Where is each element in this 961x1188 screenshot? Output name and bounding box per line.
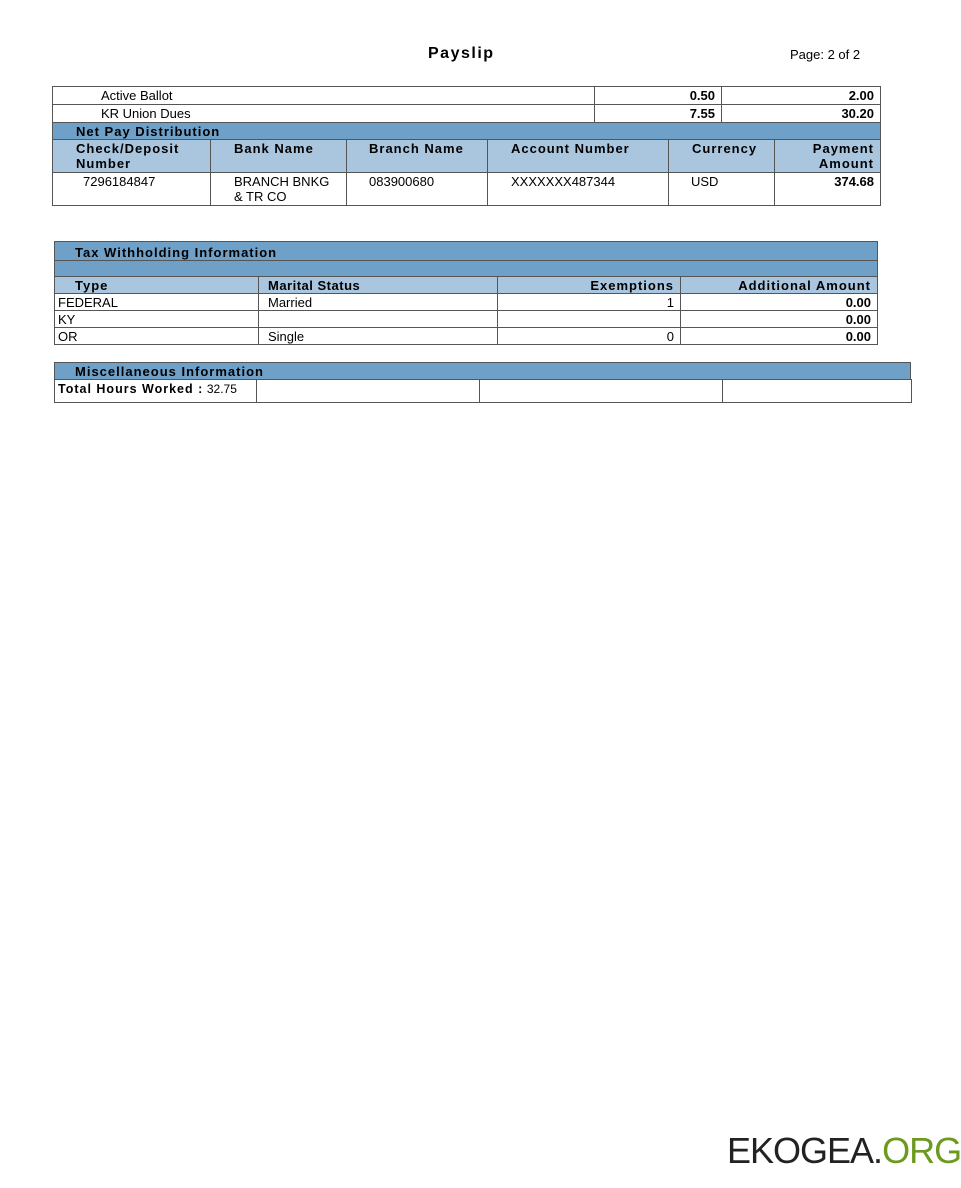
tax-cell: Married [258, 293, 498, 311]
misc-cell [479, 379, 723, 403]
misc-cell [256, 379, 480, 403]
col-additional-amount: Additional Amount [680, 276, 878, 294]
misc-cell [722, 379, 912, 403]
col-check-number: Check/Deposit Number [52, 139, 211, 173]
col-currency: Currency [668, 139, 775, 173]
tax-cell: 0.00 [680, 327, 878, 345]
deduction-name: KR Union Dues [52, 104, 595, 123]
net-pay-header: Net Pay Distribution [52, 122, 881, 140]
page-number: Page: 2 of 2 [790, 47, 861, 62]
tax-cell: 1 [497, 293, 681, 311]
col-branch-name: Branch Name [346, 139, 488, 173]
tax-cell: 0 [497, 327, 681, 345]
tax-cell: Single [258, 327, 498, 345]
col-bank-name: Bank Name [210, 139, 347, 173]
col-type: Type [54, 276, 259, 294]
page-title: Payslip [428, 45, 495, 62]
tax-cell: 0.00 [680, 310, 878, 328]
deduction-current: 7.55 [594, 104, 722, 123]
tax-header: Tax Withholding Information [54, 241, 878, 261]
total-hours-label: Total Hours Worked : [58, 382, 204, 396]
tax-cell: FEDERAL [54, 293, 259, 311]
check-number: 7296184847 [52, 172, 211, 206]
total-hours-value: 32.75 [206, 382, 237, 396]
col-account-number: Account Number [487, 139, 669, 173]
tax-blank-row [54, 260, 878, 277]
payment-amount: 374.68 [774, 172, 881, 206]
watermark-logo [727, 1130, 961, 1172]
watermark-text: EKOGEA. [727, 1130, 883, 1171]
misc-header: Miscellaneous Information [54, 362, 911, 380]
watermark-text-accent: ORG [882, 1130, 961, 1171]
tax-cell: KY [54, 310, 259, 328]
deduction-current: 0.50 [594, 86, 722, 105]
col-marital-status: Marital Status [258, 276, 498, 294]
tax-cell [258, 310, 498, 328]
bank-name: BRANCH BNKG & TR CO [210, 172, 347, 206]
deduction-ytd: 2.00 [721, 86, 881, 105]
total-hours [54, 379, 257, 403]
branch-name: 083900680 [346, 172, 488, 206]
currency: USD [668, 172, 775, 206]
col-payment-amount: Payment Amount [774, 139, 881, 173]
deduction-ytd: 30.20 [721, 104, 881, 123]
tax-cell: OR [54, 327, 259, 345]
deduction-name: Active Ballot [52, 86, 595, 105]
tax-cell [497, 310, 681, 328]
tax-cell: 0.00 [680, 293, 878, 311]
col-exemptions: Exemptions [497, 276, 681, 294]
account-number: XXXXXXX487344 [487, 172, 669, 206]
